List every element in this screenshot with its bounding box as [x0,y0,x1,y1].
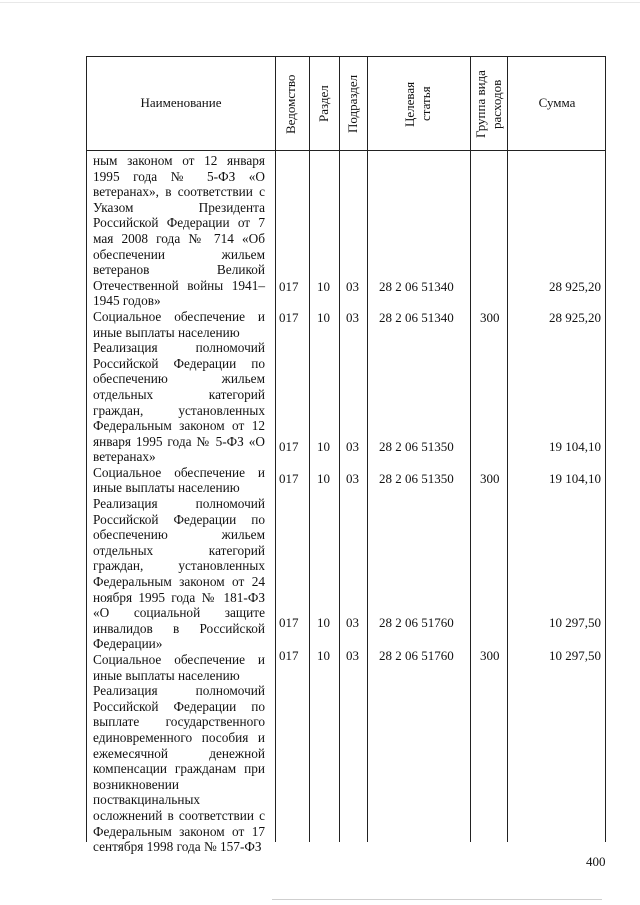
header-tselevaya-1: Целевая [402,81,417,127]
header-vedomstvo: Ведомство [283,74,298,134]
scan-edge [0,2,640,3]
cell-razdel: 10 [317,279,330,294]
col-divider [275,57,276,842]
col-divider [470,57,471,842]
row-name: Реализация полномочий Российской Федерации по выплате государственного единовременного пособия и ежемесячной денежной компенсации гражданам при возникновении поствакцинальных осложнений в соответствии с Федеральным законом от 17 сентября 1998 года № 157-ФЗ [93,683,265,855]
cell-razdel: 10 [317,648,330,663]
cell-vedomstvo: 017 [279,648,299,663]
cell-vedomstvo: 017 [279,279,299,294]
header-podrazdel: Подраздел [345,74,360,134]
name-column [93,153,265,855]
header-gruppa-1: Группа вида [473,70,488,138]
header-tselevaya-2: статья [418,86,433,122]
header-divider [87,150,605,151]
cell-podrazdel: 03 [346,439,359,454]
col-divider [339,57,340,842]
cell-tselevaya: 28 2 06 51340 [379,279,454,294]
col-divider [507,57,508,842]
cell-tselevaya: 28 2 06 51340 [379,310,454,325]
cell-tselevaya: 28 2 06 51350 [379,471,454,486]
cell-podrazdel: 03 [346,279,359,294]
cell-gruppa: 300 [480,471,500,486]
col-divider [367,57,368,842]
header-gruppa-2: расходов [489,79,504,129]
cell-vedomstvo: 017 [279,615,299,630]
cell-gruppa: 300 [480,648,500,663]
header-name: Наименование [140,95,222,110]
cell-razdel: 10 [317,310,330,325]
header-summa: Сумма [538,95,576,110]
row-name: Реализация полномочий Российской Федерации по обеспечению жильем отдельных категорий граждан, установленных Федеральным законом от 12 января 1995 года № 5-ФЗ «О ветеранах» [93,340,265,465]
cell-podrazdel: 03 [346,615,359,630]
page-number: 400 [586,854,606,869]
row-name: Социальное обеспечение и иные выплаты населению [93,652,265,683]
cell-summa: 10 297,50 [549,615,601,630]
cell-summa: 28 925,20 [549,279,601,294]
cell-vedomstvo: 017 [279,471,299,486]
budget-table [86,56,606,855]
col-divider [309,57,310,842]
cell-vedomstvo: 017 [279,439,299,454]
row-name: ным законом от 12 января 1995 года № 5-ФЗ «О ветеранах», в соответствии с Указом Президента Российской Федерации от 7 мая 2008 года № 714 «Об обеспечении жильем ветеранов Великой Отечественной войны 1941–1945 годов» [93,153,265,309]
cell-podrazdel: 03 [346,310,359,325]
cell-razdel: 10 [317,471,330,486]
cell-tselevaya: 28 2 06 51760 [379,648,454,663]
cell-summa: 10 297,50 [549,648,601,663]
cell-tselevaya: 28 2 06 51760 [379,615,454,630]
cell-summa: 19 104,10 [549,439,601,454]
cell-podrazdel: 03 [346,471,359,486]
row-name: Социальное обеспечение и иные выплаты населению [93,308,265,340]
row-name: Реализация полномочий Российской Федерации по обеспечению жильем отдельных категорий граждан, установленных Федеральным законом от 24 ноября 1995 года № 181-ФЗ «О социальной защите инвалидов в Российской Федерации» [93,496,265,652]
cell-tselevaya: 28 2 06 51350 [379,439,454,454]
cell-podrazdel: 03 [346,648,359,663]
cell-summa: 28 925,20 [549,310,601,325]
header-razdel: Раздел [316,85,331,123]
cell-razdel: 10 [317,439,330,454]
cell-razdel: 10 [317,615,330,630]
row-name: Социальное обеспечение и иные выплаты населению [93,464,265,496]
scan-edge-bottom [272,899,602,900]
cell-vedomstvo: 017 [279,310,299,325]
cell-summa: 19 104,10 [549,471,601,486]
cell-gruppa: 300 [480,310,500,325]
